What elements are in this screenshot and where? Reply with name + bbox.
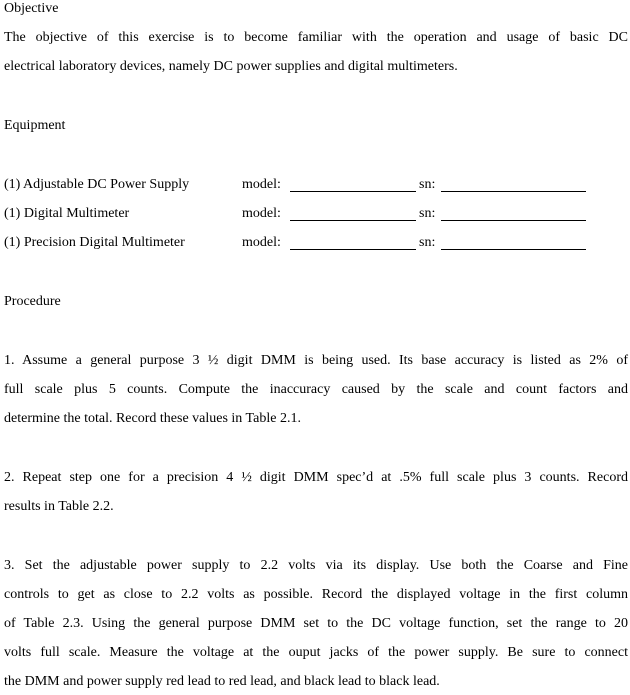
model-blank-line xyxy=(290,205,416,221)
step3-line-2: controls to get as close to 2.2 volts as possible. Record the displayed voltage in the first column xyxy=(4,587,628,602)
step2-line-1: 2. Repeat step one for a precision 4 ½ digit DMM spec’d at .5% full scale plus 3 counts. Record xyxy=(4,470,628,485)
equipment-item-name: (1) Adjustable DC Power Supply xyxy=(4,177,190,192)
model-label: model: xyxy=(242,235,281,250)
step2-line-2: results in Table 2.2. xyxy=(4,499,114,514)
sn-label: sn: xyxy=(419,177,436,192)
objective-heading: Objective xyxy=(4,1,59,16)
step3-line-3: of Table 2.3. Using the general purpose DMM set to the DC voltage function, set the range to 20 xyxy=(4,616,628,631)
step1-line-3: determine the total. Record these values in Table 2.1. xyxy=(4,411,301,426)
step3-line-4: volts full scale. Measure the voltage at the ouput jacks of the power supply. Be sure to connect xyxy=(4,645,628,660)
equipment-row-precision-multimeter xyxy=(4,234,628,252)
equipment-item-name: (1) Digital Multimeter xyxy=(4,206,130,221)
step3-line-5: the DMM and power supply red lead to red lead, and black lead to black lead. xyxy=(4,674,440,689)
sn-label: sn: xyxy=(419,206,436,221)
step1-line-1: 1. Assume a general purpose 3 ½ digit DMM is being used. Its base accuracy is listed as 2% of xyxy=(4,353,628,368)
step3-line-1: 3. Set the adjustable power supply to 2.2 volts via its display. Use both the Coarse and Fine xyxy=(4,558,628,573)
procedure-heading: Procedure xyxy=(4,294,61,309)
sn-label: sn: xyxy=(419,235,436,250)
equipment-row-multimeter xyxy=(4,205,628,223)
model-label: model: xyxy=(242,206,281,221)
equipment-item-name: (1) Precision Digital Multimeter xyxy=(4,235,185,250)
equipment-row-power-supply xyxy=(4,176,628,194)
equipment-heading: Equipment xyxy=(4,118,66,133)
step1-line-2: full scale plus 5 counts. Compute the inaccuracy caused by the scale and count factors and xyxy=(4,382,628,397)
sn-blank-line xyxy=(441,176,586,192)
model-blank-line xyxy=(290,234,416,250)
model-blank-line xyxy=(290,176,416,192)
model-label: model: xyxy=(242,177,281,192)
sn-blank-line xyxy=(441,205,586,221)
sn-blank-line xyxy=(441,234,586,250)
objective-line-2: electrical laboratory devices, namely DC power supplies and digital multimeters. xyxy=(4,59,458,74)
objective-line-1: The objective of this exercise is to become familiar with the operation and usage of basic DC xyxy=(4,30,628,45)
